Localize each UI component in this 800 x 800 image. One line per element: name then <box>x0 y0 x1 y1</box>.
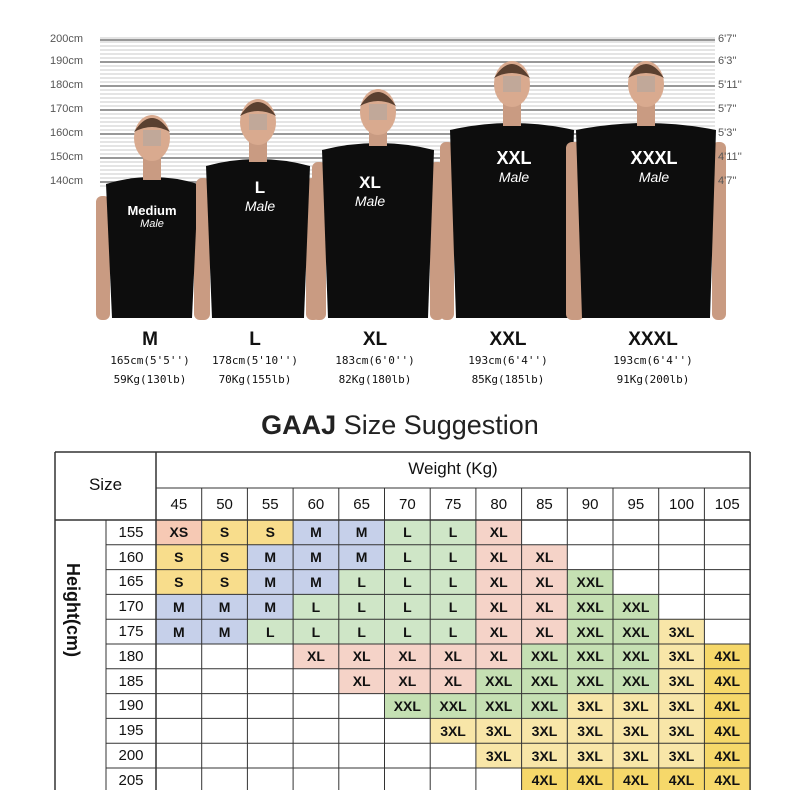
model-weight: 85Kg(185lb) <box>471 373 545 386</box>
size-cell: XXL <box>485 673 513 690</box>
scale-label-cm: 150cm <box>50 151 84 163</box>
size-cell: M <box>310 573 322 590</box>
scale-label-cm: 160cm <box>50 127 84 139</box>
size-cell: XL <box>535 549 554 566</box>
height-header: 165 <box>118 573 144 591</box>
weight-header: 75 <box>444 495 462 513</box>
size-cell: 4XL <box>714 697 741 714</box>
scale-label-cm: 180cm <box>50 79 84 91</box>
scale-label-feet: 4'7'' <box>718 175 737 187</box>
model-weight: 70Kg(155lb) <box>218 373 292 386</box>
size-cell: M <box>218 623 231 640</box>
model-height: 165cm(5'5'') <box>110 354 190 367</box>
size-cell: XXL <box>530 648 559 665</box>
size-cell: 3XL <box>531 722 558 739</box>
shirt-gender-text: Male <box>354 193 386 209</box>
size-cell: XL <box>489 524 508 541</box>
size-cell: M <box>310 549 322 566</box>
height-header: 170 <box>118 598 144 616</box>
weight-header: 45 <box>170 495 188 513</box>
size-cell: XL <box>489 648 508 665</box>
size-cell: M <box>264 598 277 615</box>
size-cell: XL <box>489 623 508 640</box>
height-header: 190 <box>118 697 144 715</box>
size-cell: 3XL <box>531 747 558 764</box>
height-header: 155 <box>118 523 144 541</box>
model-height: 193cm(6'4'') <box>468 354 548 367</box>
shirt-size-text: Medium <box>127 203 177 218</box>
size-cell: XL <box>398 648 417 665</box>
brand-name: GAAJ <box>261 410 337 440</box>
weight-header: 95 <box>627 495 645 513</box>
shirt-size-text: XXL <box>496 148 532 168</box>
scale-label-feet: 5'3'' <box>718 127 737 139</box>
model-figure <box>566 61 726 320</box>
size-cell: L <box>357 573 366 590</box>
shirt-size-text: XL <box>359 173 381 192</box>
size-cell: M <box>264 573 277 590</box>
model-size: XXL <box>489 329 527 350</box>
size-cell: L <box>311 598 321 615</box>
weight-header: 100 <box>669 495 695 513</box>
size-cell: 4XL <box>531 772 558 789</box>
height-axis-label: Height(cm) <box>63 563 84 657</box>
size-cell: XL <box>535 623 554 640</box>
size-cell: M <box>355 549 368 566</box>
size-cell: L <box>448 623 458 640</box>
scale-label-feet: 5'11'' <box>718 79 742 91</box>
scale-label-cm: 190cm <box>50 55 84 67</box>
height-header: 205 <box>118 771 144 789</box>
size-cell: XL <box>535 598 554 615</box>
scale-label-cm: 200cm <box>50 33 84 45</box>
model-weight: 91Kg(200lb) <box>616 373 690 386</box>
shirt-label-medium <box>110 203 194 230</box>
size-cell: XL <box>352 673 371 690</box>
model-weight: 59Kg(130lb) <box>113 373 187 386</box>
size-cell: L <box>357 598 366 615</box>
size-cell: M <box>173 623 185 640</box>
height-header: 200 <box>118 747 144 765</box>
size-cell: XL <box>444 673 462 690</box>
scale-label-feet: 4'11'' <box>718 151 742 163</box>
size-cell: L <box>403 524 412 541</box>
size-cell: 3XL <box>668 747 695 764</box>
shirt-gender-text: Male <box>244 198 276 214</box>
size-cell: M <box>355 524 368 541</box>
height-header: 195 <box>118 722 144 740</box>
scale-label-feet: 6'7'' <box>718 33 737 45</box>
size-cell: 4XL <box>714 722 741 739</box>
size-cell: L <box>448 573 458 590</box>
weight-header: 80 <box>490 495 508 513</box>
shirt-size-text: XXXL <box>630 148 678 168</box>
size-cell: S <box>265 524 275 541</box>
size-cell: M <box>218 598 231 615</box>
size-cell: L <box>403 623 412 640</box>
size-cell: 3XL <box>668 623 695 640</box>
model-height: 183cm(6'0'') <box>335 354 415 367</box>
size-cell: L <box>311 623 321 640</box>
scale-label-cm: 170cm <box>50 103 84 115</box>
scale-label-feet: 5'7'' <box>718 103 737 115</box>
size-cell: XXL <box>439 697 467 714</box>
size-cell: M <box>173 598 185 615</box>
weight-header: 50 <box>216 495 233 513</box>
size-cell: 3XL <box>485 747 512 764</box>
model-size: XXXL <box>628 329 678 350</box>
size-cell: XXL <box>576 623 604 640</box>
shirt-label-xl <box>330 173 410 209</box>
size-cell: 3XL <box>440 722 466 739</box>
size-cell: XXL <box>530 673 559 690</box>
size-cell: XL <box>352 648 371 665</box>
scale-label-feet: 6'3'' <box>718 55 737 67</box>
size-cell: 3XL <box>485 722 512 739</box>
size-cell: XL <box>398 673 417 690</box>
weight-axis-label: Weight (Kg) <box>408 459 498 478</box>
size-cell: 4XL <box>714 648 741 665</box>
model-info-xl <box>300 329 450 389</box>
size-cell: XS <box>169 524 189 541</box>
size-cell: XXL <box>485 697 513 714</box>
size-cell: L <box>357 623 366 640</box>
size-cell: L <box>448 598 458 615</box>
model-info-xxxl <box>578 329 728 389</box>
model-size: XL <box>362 329 388 350</box>
size-cell: L <box>403 549 412 566</box>
size-cell: XXL <box>622 673 650 690</box>
size-cell: XXL <box>393 697 421 714</box>
model-size: M <box>142 329 158 350</box>
size-cell: 4XL <box>714 772 741 789</box>
size-cell: XL <box>489 598 508 615</box>
size-cell: 3XL <box>668 697 695 714</box>
size-cell: M <box>264 549 277 566</box>
shirt-gender-text: Male <box>140 218 164 230</box>
size-cell: M <box>310 524 322 541</box>
size-cell: XL <box>489 549 508 566</box>
size-cell: L <box>448 549 458 566</box>
size-cell: 4XL <box>714 747 741 764</box>
size-cell: XXL <box>622 598 650 615</box>
size-cell: 4XL <box>668 772 695 789</box>
size-cell: 3XL <box>668 673 695 690</box>
height-header: 175 <box>118 623 144 641</box>
height-header: 160 <box>118 548 144 566</box>
size-cell: S <box>219 573 230 590</box>
weight-header: 90 <box>581 495 599 513</box>
size-cell: XXL <box>576 648 604 665</box>
shirt-gender-text: Male <box>638 169 670 185</box>
size-cell: L <box>265 623 275 640</box>
size-cell: 4XL <box>714 673 741 690</box>
weight-header: 70 <box>399 495 416 513</box>
model-info-xxl <box>433 329 583 389</box>
size-cell: XL <box>489 573 508 590</box>
size-cell: L <box>403 573 412 590</box>
size-cell: XXL <box>576 598 604 615</box>
size-cell: XXL <box>530 697 559 714</box>
weight-header: 85 <box>536 495 553 513</box>
size-cell: XL <box>306 648 325 665</box>
weight-header: 55 <box>261 495 279 513</box>
model-figures <box>96 61 726 320</box>
shirt-label-xxxl <box>606 148 702 185</box>
size-cell: XXL <box>576 673 604 690</box>
size-cell: 3XL <box>668 722 695 739</box>
model-figure <box>440 61 584 320</box>
size-cell: S <box>219 524 230 541</box>
size-cell: XXL <box>622 623 650 640</box>
size-corner-label: Size <box>88 475 123 494</box>
size-cell: XL <box>444 648 462 665</box>
size-cell: XXL <box>622 648 650 665</box>
scale-label-cm: 140cm <box>50 175 84 187</box>
shirt-gender-text: Male <box>498 169 530 185</box>
title-text: Size Suggestion <box>343 410 539 440</box>
size-cell: 3XL <box>577 697 603 714</box>
size-cell: XXL <box>576 573 604 590</box>
shirt-label-xxl <box>472 148 556 185</box>
weight-header: 105 <box>714 495 740 513</box>
size-cell: 4XL <box>623 772 649 789</box>
weight-header: 65 <box>353 495 370 513</box>
size-cell: L <box>403 598 412 615</box>
size-cell: S <box>174 573 184 590</box>
height-header: 185 <box>118 672 144 690</box>
size-cell: 3XL <box>623 697 649 714</box>
model-weight: 82Kg(180lb) <box>338 373 412 386</box>
size-cell: 3XL <box>577 722 603 739</box>
size-cell: S <box>219 549 230 566</box>
weight-header: 60 <box>307 495 325 513</box>
size-cell: 3XL <box>577 747 603 764</box>
size-cell: 3XL <box>668 648 695 665</box>
model-height: 193cm(6'4'') <box>613 354 693 367</box>
shirt-size-text: L <box>254 178 266 197</box>
model-size: L <box>249 329 261 350</box>
height-header: 180 <box>118 647 144 665</box>
page-title <box>0 410 800 441</box>
size-cell: XL <box>535 573 554 590</box>
size-cell: S <box>174 549 184 566</box>
model-height: 178cm(5'10'') <box>211 354 299 367</box>
size-cell: 3XL <box>623 747 649 764</box>
shirt-label-l <box>220 178 300 214</box>
size-cell: 4XL <box>577 772 603 789</box>
size-cell: 3XL <box>623 722 649 739</box>
size-cell: L <box>448 524 458 541</box>
